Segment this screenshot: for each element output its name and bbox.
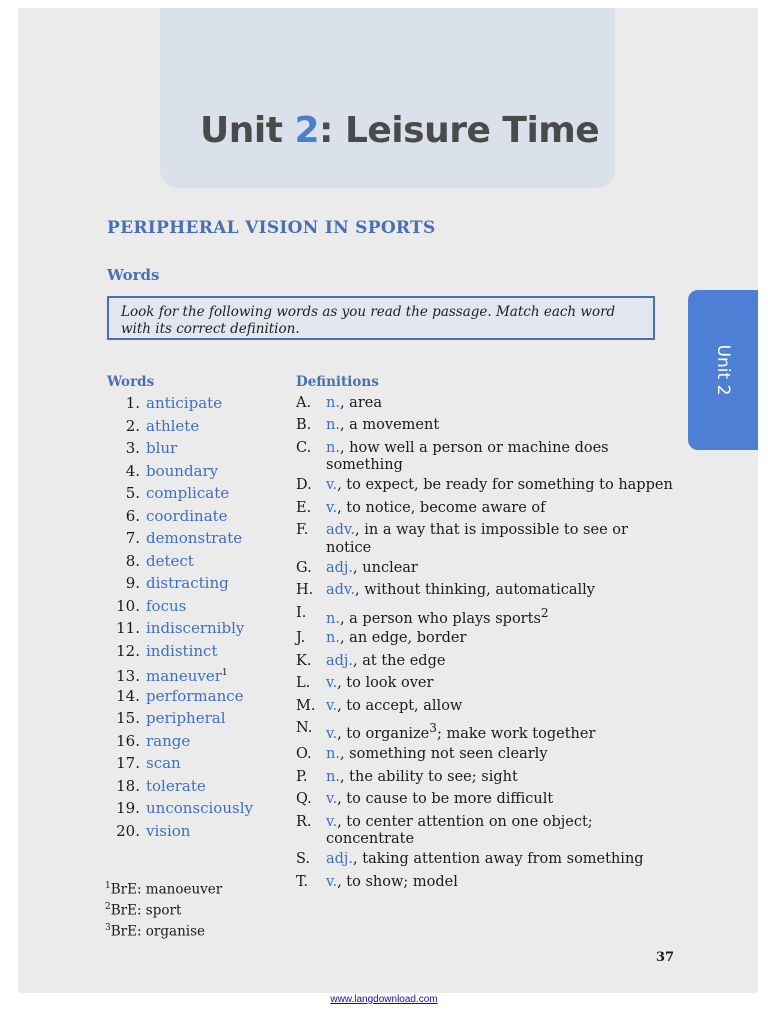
part-of-speech: n. bbox=[326, 417, 340, 433]
part-of-speech: v. bbox=[326, 726, 338, 743]
word-text: anticipate bbox=[146, 394, 223, 412]
word-number: 18. bbox=[116, 776, 140, 795]
definition-letter: C. bbox=[296, 439, 312, 456]
footnote-marker: 2 bbox=[105, 902, 111, 912]
word-text: range bbox=[146, 731, 191, 750]
title-panel bbox=[160, 8, 615, 188]
definition-text bbox=[326, 766, 676, 789]
word-text: distracting bbox=[146, 574, 229, 592]
definition-body: , to cause to be more difficult bbox=[337, 791, 554, 808]
definition-item bbox=[296, 392, 676, 415]
word-text: scan bbox=[146, 754, 181, 772]
word-number: 12. bbox=[116, 641, 140, 660]
definition-letter: G. bbox=[296, 559, 312, 576]
word-text: demonstrate bbox=[146, 529, 243, 547]
definition-item bbox=[296, 415, 676, 438]
definition-footnote-marker: 2 bbox=[540, 605, 549, 620]
word-text: indistinct bbox=[146, 641, 218, 660]
word-number: 3. bbox=[125, 439, 140, 457]
definition-body: , a movement bbox=[339, 417, 440, 433]
word-item bbox=[110, 617, 290, 640]
word-item bbox=[110, 482, 290, 505]
definition-letter: B. bbox=[296, 417, 312, 433]
definition-item bbox=[296, 520, 676, 558]
definition-item bbox=[296, 789, 676, 812]
definition-body: , how well a person or machine does something bbox=[326, 439, 609, 473]
footnote-text: BrE: organise bbox=[110, 923, 206, 940]
word-text: blur bbox=[146, 439, 178, 457]
definition-letter: L. bbox=[296, 675, 311, 692]
word-item bbox=[110, 460, 290, 483]
part-of-speech: adj. bbox=[326, 652, 354, 669]
word-item bbox=[110, 550, 290, 573]
footnote bbox=[105, 920, 222, 941]
definition-body: , the ability to see; sight bbox=[339, 768, 518, 785]
definition-item bbox=[296, 497, 676, 520]
part-of-speech: v. bbox=[326, 791, 338, 808]
definition-body: , to accept, allow bbox=[337, 697, 463, 714]
word-text: tolerate bbox=[146, 776, 206, 795]
definition-letter: H. bbox=[296, 582, 314, 598]
footnote bbox=[105, 899, 222, 920]
part-of-speech: v. bbox=[326, 697, 338, 714]
word-item bbox=[110, 595, 290, 618]
word-number: 5. bbox=[125, 484, 140, 502]
definition-item bbox=[296, 557, 676, 580]
definition-text bbox=[326, 650, 676, 673]
part-of-speech: v. bbox=[326, 499, 338, 516]
definition-text bbox=[326, 871, 676, 894]
footnote bbox=[105, 878, 222, 899]
word-item bbox=[110, 707, 290, 730]
definition-body: , to notice, become aware of bbox=[337, 499, 546, 516]
word-text: coordinate bbox=[146, 506, 228, 525]
definition-footnote-marker: 3 bbox=[429, 721, 437, 736]
definition-body: , a person who plays sports bbox=[339, 610, 541, 627]
definition-letter: D. bbox=[296, 477, 312, 493]
definition-letter: O. bbox=[296, 746, 312, 763]
word-item bbox=[110, 775, 290, 798]
word-number: 14. bbox=[116, 686, 140, 705]
definition-text bbox=[326, 497, 676, 520]
word-text: performance bbox=[146, 686, 244, 705]
word-item bbox=[110, 662, 290, 685]
side-tab-label: Unit 2 bbox=[713, 344, 733, 396]
word-number: 4. bbox=[125, 461, 140, 480]
footnotes bbox=[105, 878, 222, 941]
definition-item bbox=[296, 475, 676, 498]
word-item bbox=[110, 685, 290, 708]
definition-text bbox=[326, 695, 676, 718]
word-number: 13. bbox=[116, 667, 140, 685]
definitions-column-heading: Definitions bbox=[296, 374, 379, 390]
word-number: 11. bbox=[116, 619, 140, 637]
word-number: 7. bbox=[125, 529, 140, 547]
definition-body: , to center attention on one object; concentrate bbox=[326, 813, 593, 848]
definition-letter: J. bbox=[296, 630, 306, 647]
word-text: peripheral bbox=[146, 709, 226, 727]
word-text: maneuver bbox=[146, 667, 222, 685]
definition-list bbox=[296, 392, 676, 894]
word-number: 20. bbox=[116, 821, 140, 840]
word-item bbox=[110, 505, 290, 528]
part-of-speech: n. bbox=[326, 394, 340, 411]
footnote-text: BrE: manoeuver bbox=[110, 881, 223, 898]
definition-text bbox=[326, 789, 676, 812]
part-of-speech: adv. bbox=[326, 582, 356, 598]
definition-text bbox=[326, 602, 676, 628]
definition-letter: T. bbox=[296, 873, 309, 890]
definition-item bbox=[296, 673, 676, 696]
words-column-heading: Words bbox=[107, 374, 155, 390]
word-item bbox=[110, 752, 290, 775]
word-number: 19. bbox=[116, 799, 140, 817]
part-of-speech: n. bbox=[326, 768, 340, 785]
definition-letter: S. bbox=[296, 851, 311, 868]
part-of-speech: v. bbox=[326, 675, 338, 692]
definition-letter: Q. bbox=[296, 791, 312, 808]
part-of-speech: adj. bbox=[326, 851, 354, 868]
word-text: complicate bbox=[146, 484, 230, 502]
definition-text bbox=[326, 718, 676, 744]
definition-letter: R. bbox=[296, 813, 312, 830]
definition-letter: K. bbox=[296, 652, 312, 669]
definition-body: , taking attention away from something bbox=[353, 851, 644, 868]
part-of-speech: n. bbox=[326, 746, 340, 763]
word-text: boundary bbox=[146, 461, 219, 480]
word-number: 16. bbox=[116, 731, 140, 750]
word-item bbox=[110, 820, 290, 843]
definition-text bbox=[326, 628, 676, 651]
page-number: 37 bbox=[656, 950, 675, 965]
unit-number: 2 bbox=[294, 110, 320, 151]
word-item bbox=[110, 392, 290, 415]
definition-body: , to expect, be ready for something to happen bbox=[337, 477, 673, 493]
definition-text bbox=[326, 520, 676, 558]
definition-item bbox=[296, 871, 676, 894]
definition-text bbox=[326, 580, 676, 603]
word-text: athlete bbox=[146, 416, 200, 435]
part-of-speech: v. bbox=[326, 477, 338, 493]
word-text: focus bbox=[146, 596, 187, 615]
definition-item bbox=[296, 849, 676, 872]
word-item bbox=[110, 640, 290, 663]
word-number: 17. bbox=[116, 754, 140, 772]
word-number: 6. bbox=[125, 506, 140, 525]
definition-item bbox=[296, 766, 676, 789]
word-list bbox=[110, 392, 290, 842]
definition-item bbox=[296, 580, 676, 603]
definition-text bbox=[326, 437, 676, 475]
definition-body: , area bbox=[339, 394, 382, 411]
definition-item bbox=[296, 718, 676, 744]
word-text: indiscernibly bbox=[146, 619, 245, 637]
part-of-speech: n. bbox=[326, 630, 340, 647]
definition-item bbox=[296, 695, 676, 718]
definition-body: , to show; model bbox=[337, 873, 458, 890]
definition-text bbox=[326, 673, 676, 696]
word-item bbox=[110, 415, 290, 438]
definition-body-rest: ; make work together bbox=[436, 726, 596, 743]
instruction-box: Look for the following words as you read the passage. Match each word with its correct definition. bbox=[107, 296, 655, 340]
definition-item bbox=[296, 811, 676, 849]
unit-side-tab bbox=[688, 290, 758, 450]
word-text: detect bbox=[146, 551, 194, 570]
word-number: 2. bbox=[125, 416, 140, 435]
word-number: 15. bbox=[116, 709, 140, 727]
definition-letter: F. bbox=[296, 522, 309, 538]
word-number: 1. bbox=[125, 394, 140, 412]
definition-item bbox=[296, 650, 676, 673]
definition-text bbox=[326, 415, 676, 438]
definition-item bbox=[296, 744, 676, 767]
word-item bbox=[110, 730, 290, 753]
footnote-marker: 3 bbox=[105, 923, 111, 933]
word-item bbox=[110, 797, 290, 820]
section-heading: PERIPHERAL VISION IN SPORTS bbox=[107, 218, 436, 238]
definition-item bbox=[296, 602, 676, 628]
word-item bbox=[110, 527, 290, 550]
definition-text bbox=[326, 475, 676, 498]
definition-letter: M. bbox=[296, 697, 316, 714]
part-of-speech: v. bbox=[326, 813, 338, 830]
definition-body: , an edge, border bbox=[339, 630, 467, 647]
definition-body: , at the edge bbox=[353, 652, 446, 669]
definition-letter: N. bbox=[296, 720, 313, 737]
words-heading: Words bbox=[107, 266, 160, 284]
part-of-speech: adj. bbox=[326, 559, 354, 576]
part-of-speech: n. bbox=[326, 439, 340, 456]
definition-item bbox=[296, 628, 676, 651]
unit-title-suffix: : Leisure Time bbox=[319, 110, 600, 151]
definition-letter: I. bbox=[296, 604, 307, 621]
word-item bbox=[110, 437, 290, 460]
footnote-marker: 1 bbox=[105, 881, 111, 891]
definition-text bbox=[326, 392, 676, 415]
footnote-text: BrE: sport bbox=[110, 902, 182, 919]
definition-body: , in a way that is impossible to see or notice bbox=[326, 522, 628, 556]
definition-body: , to organize bbox=[337, 726, 430, 743]
definition-text bbox=[326, 557, 676, 580]
definition-letter: A. bbox=[296, 394, 312, 411]
part-of-speech: v. bbox=[326, 873, 338, 890]
definition-body: , to look over bbox=[337, 675, 434, 692]
definition-text bbox=[326, 849, 676, 872]
definition-body: , without thinking, automatically bbox=[355, 582, 595, 598]
word-text: unconsciously bbox=[146, 799, 253, 817]
unit-title-prefix: Unit bbox=[200, 110, 295, 151]
definition-body: , unclear bbox=[353, 559, 418, 576]
part-of-speech: n. bbox=[326, 610, 340, 627]
definition-letter: P. bbox=[296, 768, 308, 785]
word-number: 10. bbox=[116, 596, 140, 615]
definition-text bbox=[326, 744, 676, 767]
word-number: 9. bbox=[125, 574, 140, 592]
word-item bbox=[110, 572, 290, 595]
word-number: 8. bbox=[125, 551, 140, 570]
word-text: vision bbox=[146, 821, 191, 840]
definition-body: , something not seen clearly bbox=[339, 746, 548, 763]
source-link[interactable]: www.langdownload.com bbox=[330, 994, 438, 1005]
definition-item bbox=[296, 437, 676, 475]
definition-text bbox=[326, 811, 676, 849]
word-footnote-marker: 1 bbox=[221, 668, 228, 678]
definition-letter: E. bbox=[296, 499, 312, 516]
part-of-speech: adv. bbox=[326, 522, 356, 538]
unit-title bbox=[200, 110, 599, 151]
